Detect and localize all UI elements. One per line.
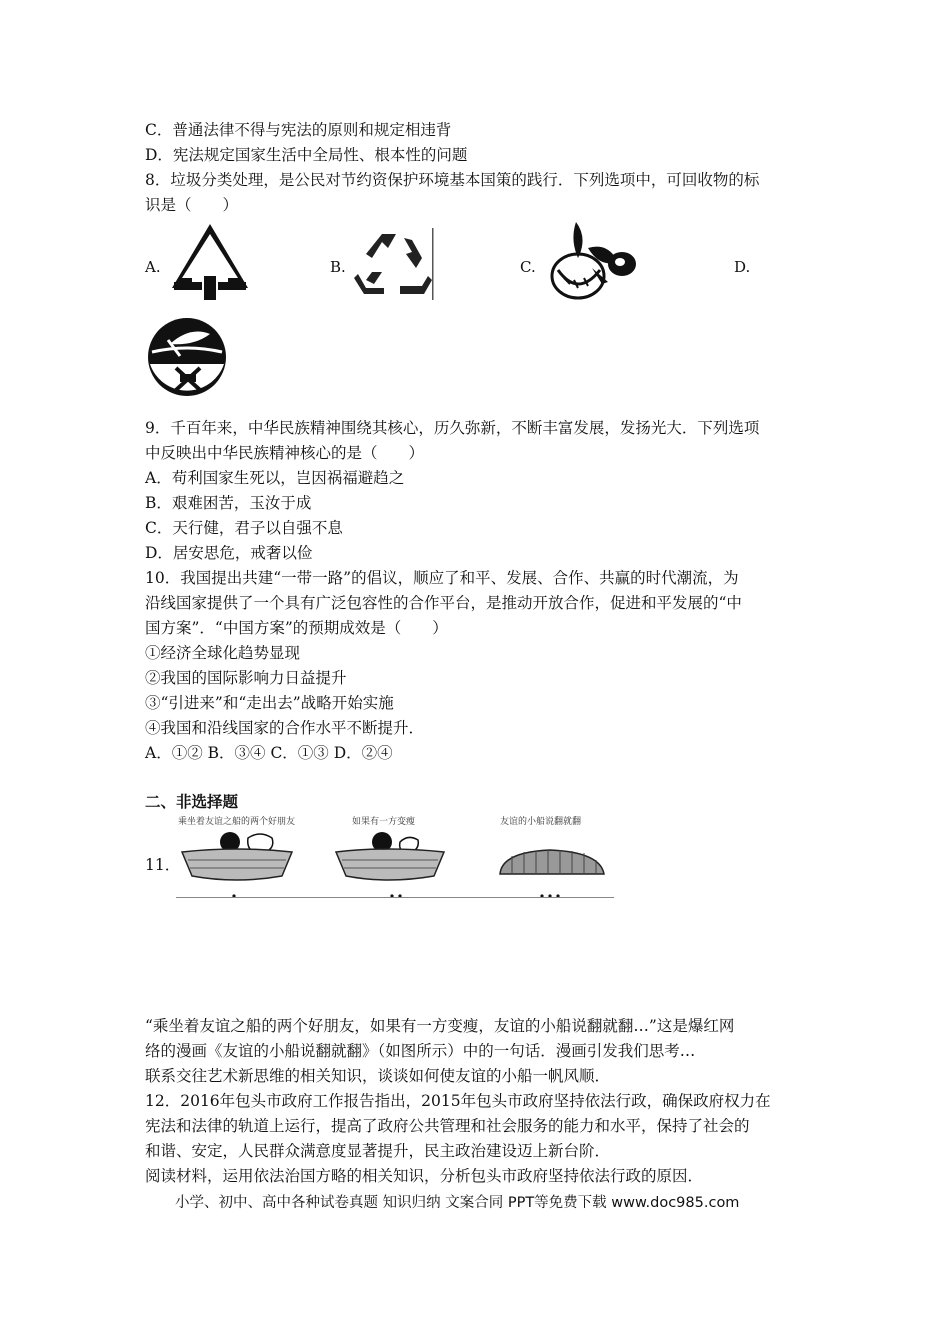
q8-option-a-label: A. <box>145 258 161 276</box>
q8-option-b-label: B. <box>330 258 346 276</box>
q11-stem-line1: “乘坐着友谊之船的两个好朋友，如果有一方变瘦，友谊的小船说翻就翻…”这是爆红网 <box>145 1017 735 1035</box>
q10-stem-line1: 10．我国提出共建“一带一路”的倡议，顺应了和平、发展、合作、共赢的时代潮流，为 <box>145 569 739 587</box>
q10-statement-1: ①经济全球化趋势显现 <box>145 644 301 662</box>
q12-stem-line1: 12．2016年包头市政府工作报告指出，2015年包头市政府坚持依法行政，确保政府权力在 <box>145 1092 771 1110</box>
q12-task: 阅读材料，运用依法治国方略的相关知识，分析包头市政府坚持依法行政的原因． <box>145 1167 704 1185</box>
q11-stem-line2: 络的漫画《友谊的小船说翻就翻》（如图所示）中的一句话．漫画引发我们思考… <box>145 1042 696 1060</box>
q8-option-d-label: D. <box>734 258 751 276</box>
q10-answer-options: A．①② B．③④ C．①③ D．②④ <box>145 744 393 762</box>
q10-statement-3: ③“引进来”和“走出去”战略开始实施 <box>145 694 394 712</box>
comic-caption-2: 如果有一方变瘦 <box>352 817 416 827</box>
q9-stem-line2: 中反映出中华民族精神核心的是（ ） <box>145 444 425 462</box>
q12-stem-line3: 和谐、安定，人民群众满意度显著提升，民主政治建设迈上新台阶． <box>145 1142 611 1160</box>
q11-task: 联系交往艺术新思维的相关知识，谈谈如何使友谊的小船一帆风顺． <box>145 1067 611 1085</box>
section-heading: 二、非选择题 <box>145 793 239 811</box>
q7-option-d: D．宪法规定国家生活中全局性、根本性的问题 <box>145 146 468 164</box>
q9-option-c: C．天行健，君子以自强不息 <box>145 519 343 537</box>
q9-option-a: A．苟利国家生死以，岂因祸福避趋之 <box>145 469 405 487</box>
page-footer: 小学、初中、高中各种试卷真题 知识归纳 文案合同 PPT等免费下载 www.doc985.com <box>175 1195 740 1211</box>
comic-caption-1: 乘坐着友谊之船的两个好朋友 <box>178 817 296 827</box>
q8-option-c-label: C. <box>520 258 536 276</box>
q10-statement-4: ④我国和沿线国家的合作水平不断提升． <box>145 719 425 737</box>
q10-stem-line3: 国方案”．“中国方案”的预期成效是（ ） <box>145 619 448 637</box>
comic-caption-3: 友谊的小船说翻就翻 <box>500 817 582 827</box>
q12-stem-line2: 宪法和法律的轨道上运行，提高了政府公共管理和社会服务的能力和水平，保持了社会的 <box>145 1117 750 1135</box>
q7-option-c: C．普通法律不得与宪法的原则和规定相违背 <box>145 121 452 139</box>
q9-stem-line1: 9．千百年来，中华民族精神围绕其核心，历久弥新，不断丰富发展，发扬光大．下列选项 <box>145 419 760 437</box>
q10-statement-2: ②我国的国际影响力日益提升 <box>145 669 347 687</box>
q10-stem-line2: 沿线国家提供了一个具有广泛包容性的合作平台，是推动开放合作，促进和平发展的“中 <box>145 594 742 612</box>
q8-stem-line2: 识是（ ） <box>145 196 239 214</box>
recycle-arrows-icon <box>352 228 436 300</box>
harmful-waste-icon <box>146 316 228 398</box>
q9-option-d: D．居安思危，戒奢以俭 <box>145 544 313 562</box>
q8-stem-line1: 8．垃圾分类处理，是公民对节约资保护环境基本国策的践行．下列选项中，可回收物的标 <box>145 171 760 189</box>
q9-option-b: B．艰难困苦，玉汝于成 <box>145 494 312 512</box>
q11-number: 11． <box>145 856 181 874</box>
kitchen-waste-icon <box>548 218 640 302</box>
friendship-boat-comic <box>176 812 614 898</box>
recycle-tree-icon <box>170 220 250 302</box>
